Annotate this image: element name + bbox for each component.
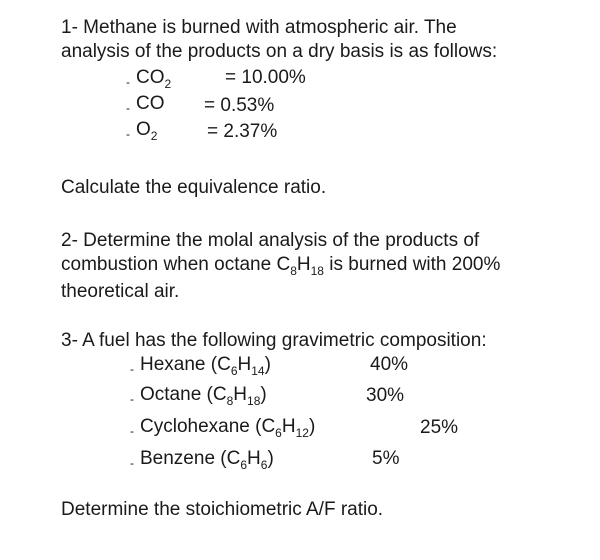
problem-2-line-1: 2- Determine the molal analysis of the products of bbox=[61, 230, 480, 251]
problem-1-question: Calculate the equivalence ratio. bbox=[61, 177, 327, 198]
list-dash: - bbox=[126, 101, 130, 115]
fuel-octane: Octane $(C_8H_{18})$ bbox=[140, 384, 267, 408]
fuel-octane-percent: 30% bbox=[366, 385, 405, 406]
list-dash: - bbox=[126, 127, 130, 141]
problem-3-question: Determine the stoichiometric A/F ratio. bbox=[61, 499, 384, 520]
species-co2: $CO_2$ bbox=[136, 67, 172, 91]
fuel-cyclohexane-percent: 25% bbox=[420, 417, 459, 438]
problem-1-line-1: 1- Methane is burned with atmospheric air. The bbox=[61, 17, 457, 38]
list-dash: - bbox=[130, 424, 134, 438]
species-co: CO bbox=[136, 93, 165, 114]
problem-2-line-2: combustion when octane $C_8H_{18}$ is burned with 200% bbox=[61, 254, 501, 278]
fuel-hexane-percent: 40% bbox=[370, 354, 409, 375]
problem-3-line-1: 3- A fuel has the following gravimetric composition: bbox=[61, 330, 487, 351]
list-dash: - bbox=[130, 456, 134, 470]
fuel-hexane: Hexane $(C_6H_{14})$ bbox=[140, 354, 271, 378]
species-co-value: = 0.53% bbox=[204, 95, 275, 116]
list-dash: - bbox=[130, 392, 134, 406]
problem-1-line-2: analysis of the products on a dry basis is as follows: bbox=[61, 41, 498, 62]
species-co2-value: = 10.00% bbox=[225, 67, 306, 88]
species-o2-value: = 2.37% bbox=[207, 121, 278, 142]
fuel-benzene-percent: 5% bbox=[372, 448, 400, 469]
list-dash: - bbox=[130, 362, 134, 376]
fuel-cyclohexane: Cyclohexane $(C_6H_{12})$ bbox=[140, 416, 316, 440]
list-dash: - bbox=[126, 75, 130, 89]
problem-2-line-3: theoretical air. bbox=[61, 281, 180, 302]
fuel-benzene: Benzene $(C_6H_6)$ bbox=[140, 448, 274, 472]
species-o2: $O_2$ bbox=[136, 119, 158, 143]
